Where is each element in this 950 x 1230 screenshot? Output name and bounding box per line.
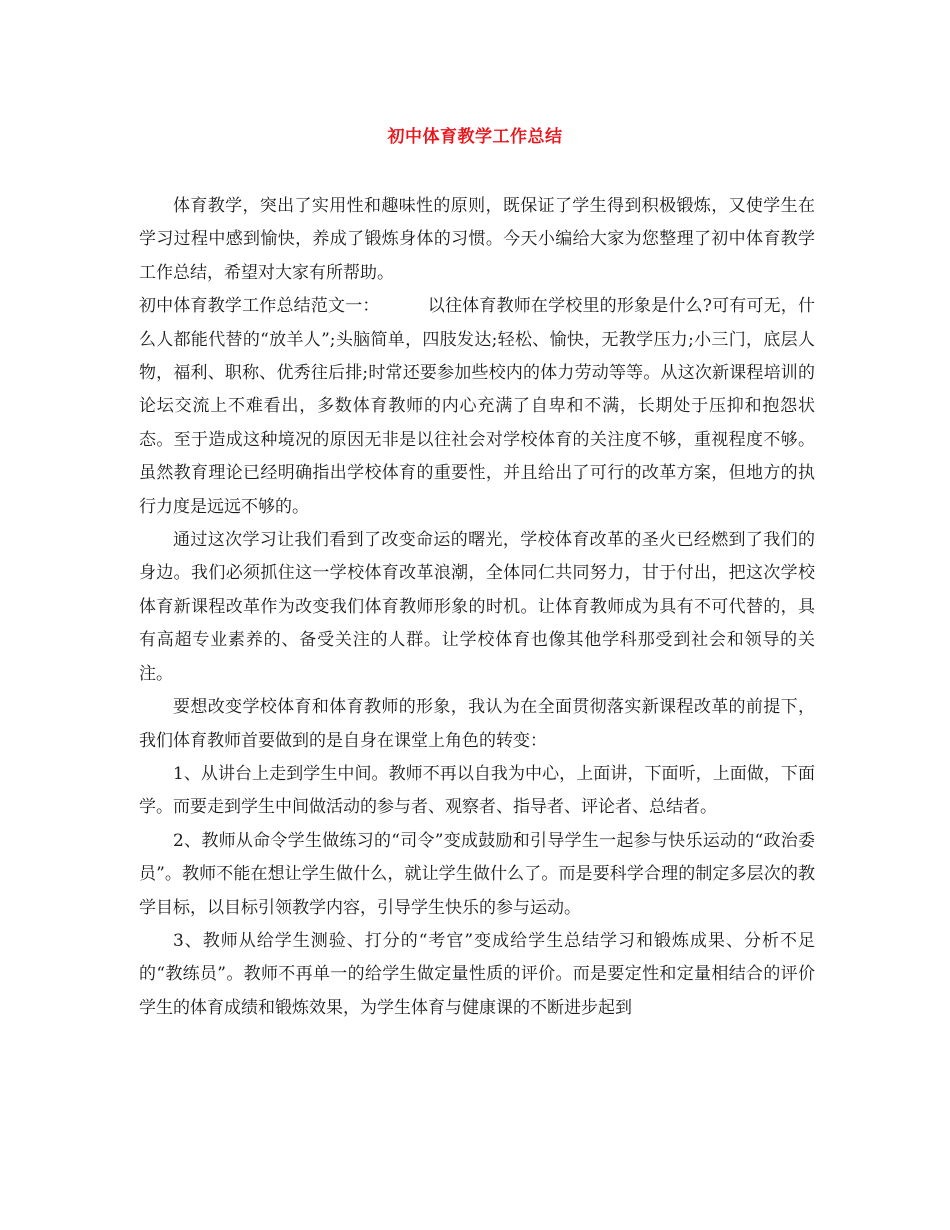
example-paragraph <box>139 290 815 524</box>
body-paragraph: 通过这次学习让我们看到了改变命运的曙光，学校体育改革的圣火已经燃到了我们的身边。我们必须抓住这一学校体育改革浪潮，全体同仁共同努力，甘于付出，把这次学校体育新课程改革作为改变我们体育教师形象的时机。让体育教师成为具有不可代替的，具有高超专业素养的、备受关注的人群。让学校体育也像其他学科那受到社会和领导的关注。 <box>139 530 815 684</box>
list-item-paragraph: 2、教师从命令学生做练习的“司令”变成鼓励和引导学生一起参与快乐运动的“政治委员”。教师不能在想让学生做什么，就让学生做什么了。而是要科学合理的制定多层次的教学目标，以目标引领教学内容，引导学生快乐的参与运动。 <box>139 830 815 918</box>
example-text: 以往体育教师在学校里的形象是什么?可有可无，什么人都能代替的“放羊人”;头脑简单，四肢发达;轻松、愉快，无教学压力;小三门，底层人物，福利、职称、优秀往后排;时常还要参加些校内的体力劳动等等。从这次新课程培训的论坛交流上不难看出，多数体育教师的内心充满了自卑和不满，长期处于压抑和抱怨状态。至于造成这种境况的原因无非是以往社会对学校体育的关注度不够，重视程度不够。虽然教育理论已经明确指出学校体育的重要性，并且给出了可行的改革方案，但地方的执行力度是远远不够的。 <box>139 296 815 517</box>
list-item-paragraph: 1、从讲台上走到学生中间。教师不再以自我为中心，上面讲，下面听，上面做，下面学。而要走到学生中间做活动的参与者、观察者、指导者、评论者、总结者。 <box>139 763 815 818</box>
body-paragraph: 要想改变学校体育和体育教师的形象，我认为在全面贯彻落实新课程改革的前提下，我们体育教师首要做到的是自身在课堂上角色的转变： <box>139 697 815 751</box>
document-title: 初中体育教学工作总结 <box>387 127 563 147</box>
example-heading: 初中体育教学工作总结范文一： <box>139 296 380 317</box>
document-body <box>139 190 815 1025</box>
intro-paragraph: 体育教学，突出了实用性和趣味性的原则，既保证了学生得到积极锻炼，又使学生在学习过程中感到愉快，养成了锻炼身体的习惯。今天小编给大家为您整理了初中体育教学工作总结，希望对大家有所帮助。 <box>139 196 815 283</box>
list-item-paragraph: 3、教师从给学生测验、打分的“考官”变成给学生总结学习和锻炼成果、分析不足的“教练员”。教师不再单一的给学生做定量性质的评价。而是要定性和定量相结合的评价学生的体育成绩和锻炼效果，为学生体育与健康课的不断进步起到 <box>139 930 815 1018</box>
